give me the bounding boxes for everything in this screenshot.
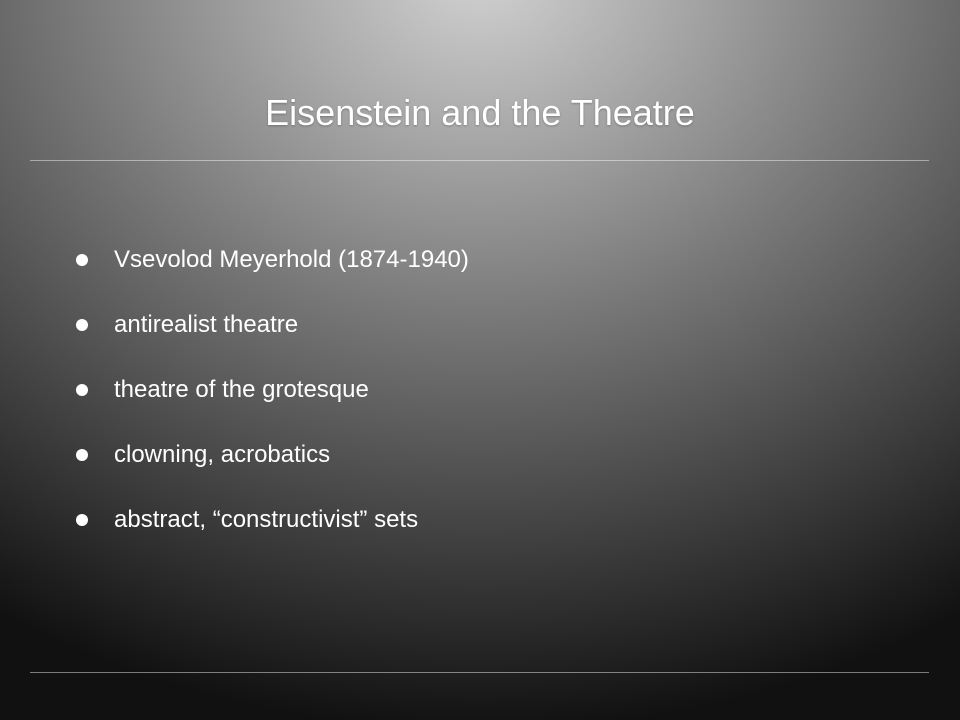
bullet-text: abstract, “constructivist” sets (114, 506, 419, 533)
bullet-dot-icon (76, 319, 88, 331)
bullet-item (74, 496, 894, 544)
bullet-dot-icon (76, 254, 88, 266)
bullet-text: antirealist theatre (114, 311, 299, 338)
bullet-item (74, 431, 894, 479)
bullet-dot-icon (76, 514, 88, 526)
bullet-item (74, 301, 894, 349)
bullet-item (74, 236, 894, 284)
bullet-item (74, 366, 894, 414)
bullet-text: theatre of the grotesque (114, 376, 369, 403)
bullet-text: clowning, acrobatics (114, 441, 331, 468)
footer-divider (30, 672, 929, 673)
bullet-text: Vsevolod Meyerhold (1874-1940) (114, 246, 469, 273)
bullet-dot-icon (76, 449, 88, 461)
bullet-dot-icon (76, 384, 88, 396)
title-divider (30, 160, 929, 161)
bullet-list (74, 236, 894, 561)
slide-title: Eisenstein and the Theatre (265, 92, 695, 133)
